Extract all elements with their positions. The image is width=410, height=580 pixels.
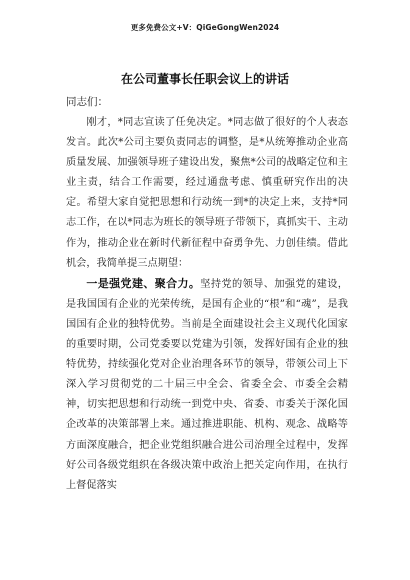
document-body <box>66 113 348 496</box>
paragraph-2-text: 坚持党的领导、加强党的建设，是我国国有企业的光荣传统，是国有企业的“根”和“魂”，是我国国有企业的独特优势。当前是全面建设社会主义现代化国家的重要时期，公司党委要以党建为引领，发挥好国有企业的独特优势，持续强化党对企业治理各环节的领导，带领公司上下深入学习贯彻党的二十届三中全会、省委全会、市委全会精神，切实把思想和行动统一到党中央、省委、市委关于深化国企改革的决策部署上来。通过推进职能、机构、观念、战略等方面深度融合，把企业党组织融合进公司治理全过程中，发挥好公司各级党组织在各级决策中政治上把关定向作用，在执行上督促落实 <box>66 278 348 491</box>
paragraph-1: 刚才，*同志宣读了任免决定。*同志做了很好的个人表态发言。此次*公司主要负责同志的调整，是*从统筹推动企业高质量发展、加强领导班子建设出发，聚焦*公司的战略定位和主业主责，结合工作需要，经过通盘考虑、慎重研究作出的决定。希望大家自觉把思想和行动统一到*的决定上来，支持*同志工作，在以*同志为班长的领导班子带领下，真抓实干、主动作为，推动企业在新时代新征程中奋勇争先、力创佳绩。借此机会，我简单提三点期望： <box>66 117 348 269</box>
paragraph-2 <box>66 274 348 496</box>
top-banner: 更多免费公文+V：QiGeGongWen2024 <box>130 23 280 32</box>
section-heading-1: 一是强党建、聚合力。 <box>86 276 201 290</box>
document-title: 在公司董事长任职会议上的讲话 <box>120 72 289 86</box>
salutation: 同志们： <box>66 96 108 108</box>
